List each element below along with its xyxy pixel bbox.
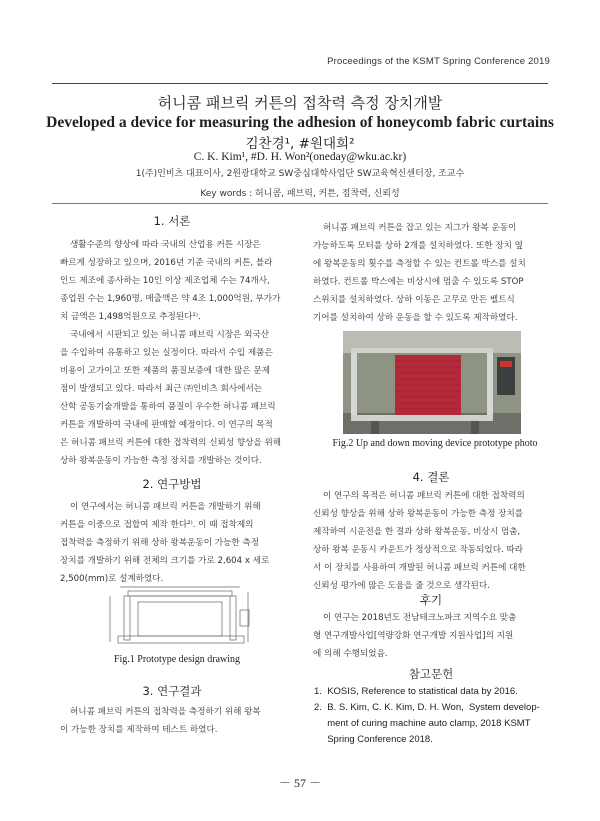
intro-line: 산학 공동기술개발을 통하여 품질이 우수한 허니콤 패브릭: [60, 402, 276, 412]
results-continued-paragraph: [313, 219, 549, 327]
header-rule: [52, 83, 548, 84]
heading-references: 참고문헌: [408, 667, 454, 681]
acknowledgement-paragraph: [313, 609, 549, 663]
reference-item: 2. B. S. Kim, C. K. Kim, D. H. Won, System develop-: [314, 702, 540, 713]
reference-list: [314, 684, 554, 748]
method-line: 커튼을 이중으로 접합여 제작 한다²⁾. 이 때 접착제의: [60, 520, 254, 530]
conclusion-line: 서 이 장치를 사용하여 개발된 허니콤 패브릭 커튼에 대한: [313, 563, 526, 573]
intro-line: 을 수입하여 유통하고 있는 실정이다. 따라서 수입 제품은: [60, 348, 273, 358]
intro-line: 점이 발생되고 있다. 따라서 최근 ㈜인비츠 회사에서는: [60, 384, 263, 394]
results-line: 에 왕복운동의 횟수를 측정할 수 있는 컨트롤 박스를 설치: [313, 259, 526, 269]
title-korean: 허니콤 패브릭 커튼의 접착력 측정 장치개발: [157, 94, 443, 112]
intro-line: 종업원 수는 1,960명, 매출액은 약 4조 1,000억원, 부가가: [60, 294, 281, 304]
heading-method: 2. 연구방법: [142, 477, 202, 491]
figure-1-drawing: [108, 584, 256, 646]
intro-line: 커튼을 개발하여 국내에 판매할 예정이다. 이 연구의 목적: [60, 420, 273, 430]
title-english: Developed a device for measuring the adhesion of honeycomb fabric curtains: [46, 114, 554, 131]
results-line: 하였다. 컨트롤 박스에는 비상시에 멈출 수 있도록 STOP: [313, 277, 524, 287]
intro-line: 국내에서 시판되고 있는 허니콤 패브릭 시장은 외국산: [70, 330, 270, 340]
results-line: 기어를 설치하여 상하 운동을 할 수 있도록 제작하였다.: [313, 313, 518, 323]
intro-line: 빠르게 성장하고 있으며, 2016년 기준 국내의 커튼, 블라: [60, 258, 273, 268]
conclusion-line: 신뢰성 향상을 위해 상하 왕복운동이 가능한 측정 장치를: [313, 509, 524, 519]
affiliation: 1(주)인비츠 대표이사, 2원광대학교 SW중심대학사업단 SW교육혁신센터장, 조교수: [135, 169, 465, 179]
reference-item: Spring Conference 2018.: [314, 734, 433, 745]
authors-korean: 김찬경¹, #원대희²: [245, 136, 355, 152]
conclusion-line: 이 연구의 목적은 허니콤 패브릭 커튼에 대한 접착력의: [323, 491, 525, 501]
results-line: 허니콤 패브릭 커튼을 잡고 있는 지그가 왕복 운동이: [323, 223, 517, 233]
page-number: － 57 －: [278, 776, 321, 790]
authors-english: C. K. Kim¹, #D. H. Won²(oneday@wku.ac.kr): [193, 151, 407, 163]
ack-line: 에 의해 수행되었음.: [313, 649, 388, 659]
running-header: Proceedings of the KSMT Spring Conference 2019: [327, 56, 550, 67]
intro-line: 인드 제조에 종사하는 10인 이상 제조업체 수는 74개사,: [60, 276, 270, 286]
keywords-rule: [52, 203, 548, 204]
method-line: 2,500(mm)로 설계하였다.: [60, 574, 164, 584]
ack-line: 이 연구는 2018년도 전남테크노파크 지역수요 맞춤: [323, 613, 517, 623]
conclusion-line: 제작하여 시운전을 한 결과 상하 왕복운동, 비상시 멈춤,: [313, 527, 521, 537]
figure-2-photo: [343, 331, 521, 434]
conclusion-line: 신뢰성 평가에 많은 도움을 줄 것으로 생각된다.: [313, 581, 490, 591]
results-line: 이 가능한 장치를 제작하여 테스트 하였다.: [60, 725, 218, 735]
results-line: 스위치를 설치하였다. 상하 이동은 고무로 만든 벨트식: [313, 295, 515, 305]
reference-item: ment of curing machine auto clamp, 2018 KSMT: [314, 718, 531, 729]
method-paragraph: [60, 498, 296, 588]
intro-line: 은 허니콤 패브릭 커튼에 대한 접착력의 신뢰성 향상을 위해: [60, 438, 282, 448]
intro-line: 상하 왕복운동이 가능한 측정 장치를 개발하는 것이다.: [60, 456, 262, 466]
method-line: 장치를 개발하기 위해 전체의 크기를 가로 2,604 x 세로: [60, 556, 270, 566]
keywords: Key words : 허니콤, 패브릭, 커튼, 접착력, 신뢰성: [200, 189, 400, 199]
results-line: 가능하도록 모터를 상하 2개를 설치하였다. 또한 장치 옆: [313, 241, 523, 251]
heading-results: 3. 연구결과: [142, 684, 202, 698]
heading-conclusion: 4. 결론: [412, 470, 450, 484]
heading-acknowledgement: 후기: [419, 593, 443, 607]
intro-line: 비용이 고가이고 또한 제품의 품질보증에 대한 많은 문제: [60, 366, 271, 376]
intro-paragraph: [60, 236, 296, 470]
figure-1-caption: Fig.1 Prototype design drawing: [113, 654, 241, 665]
conclusion-line: 상하 왕복 운동시 카운트가 정상적으로 작동되었다. 따라: [313, 545, 524, 555]
figure-2-caption: Fig.2 Up and down moving device prototype photo: [332, 438, 538, 449]
reference-item: 1. KOSIS, Reference to statistical data by 2016.: [314, 686, 518, 697]
intro-line: 생활수준의 향상에 따라 국내의 산업용 커튼 시장은: [70, 240, 261, 250]
ack-line: 형 연구개발사업[역량강화 연구개발 지원사업]의 지원: [313, 631, 514, 641]
results-line: 허니콤 패브릭 커튼의 접착력을 측정하기 위해 왕복: [70, 707, 261, 717]
results-paragraph: [60, 703, 296, 739]
conclusion-paragraph: [313, 487, 549, 595]
intro-line: 치 금액은 1,498억원으로 추정된다¹⁾.: [60, 312, 201, 322]
heading-introduction: 1. 서론: [153, 214, 191, 228]
method-line: 이 연구에서는 허니콤 패브릭 커튼을 개발하기 위해: [70, 502, 261, 512]
method-line: 접착력을 측정하기 위해 상하 왕복운동이 가능한 측정: [60, 538, 260, 548]
